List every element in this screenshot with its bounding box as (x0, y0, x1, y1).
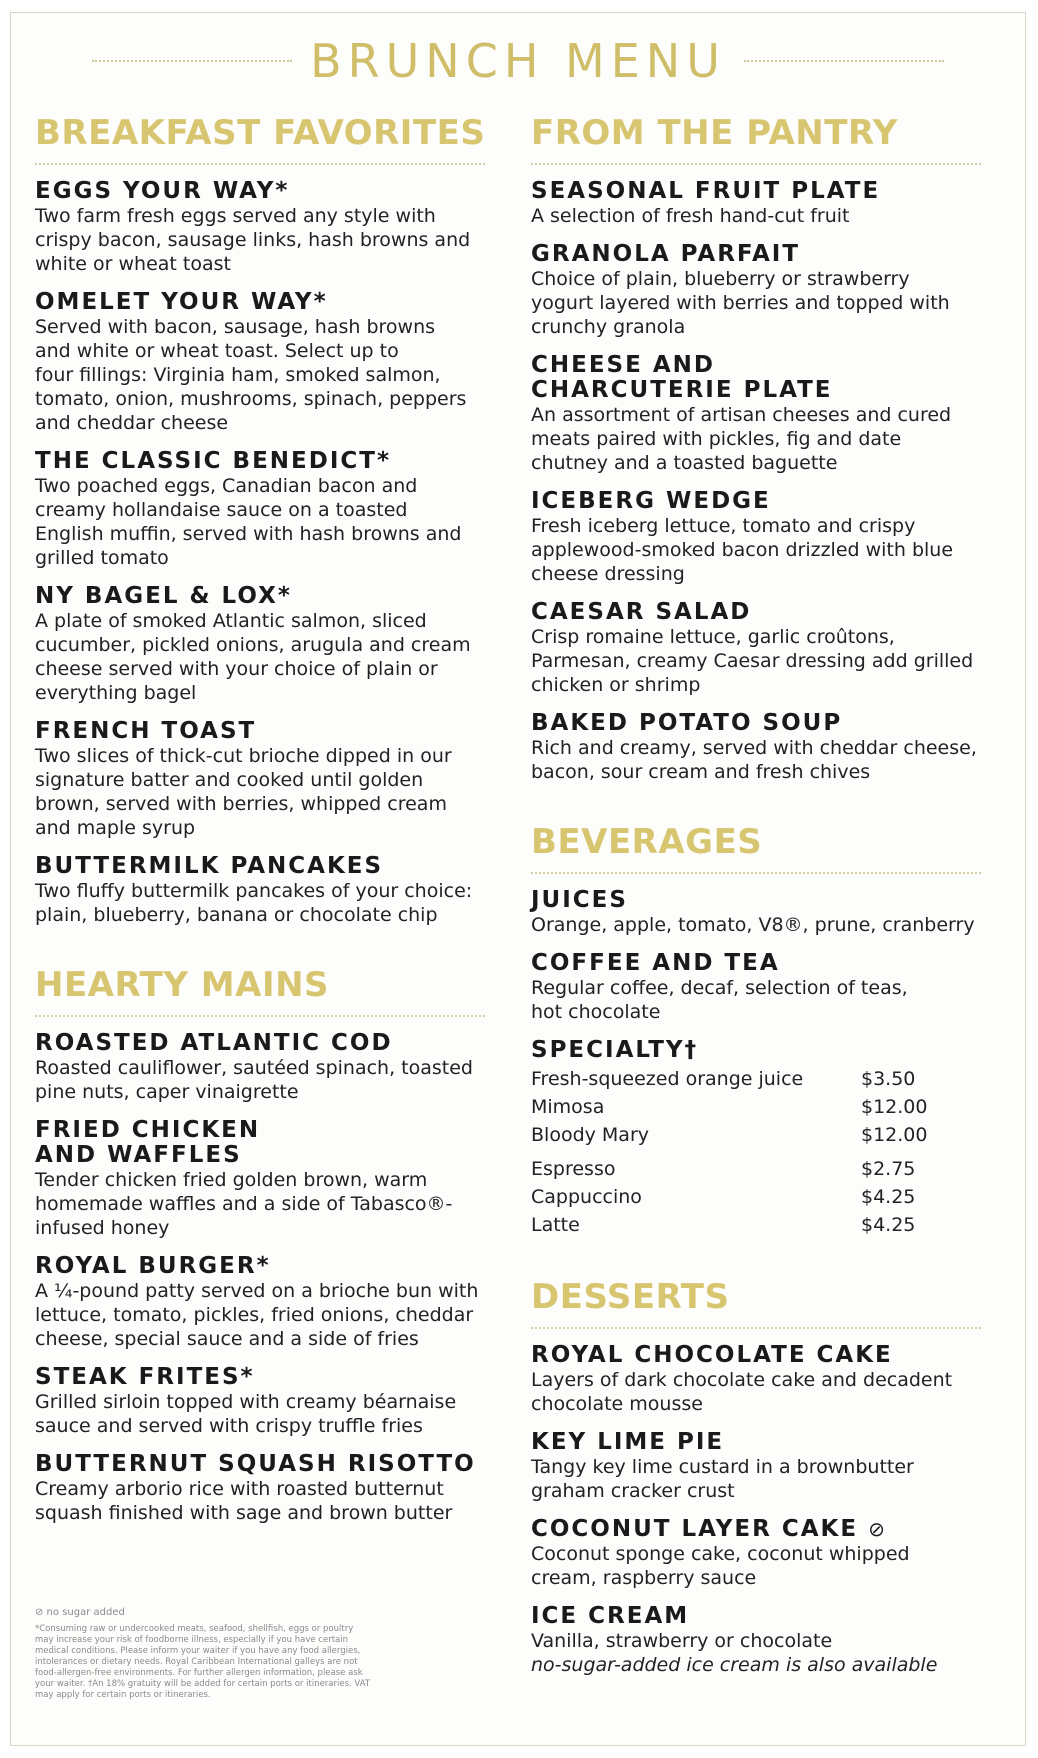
item-description: lettuce, tomato, pickles, fried onions, cheddar (35, 1304, 474, 1326)
item-name: BUTTERNUT SQUASH RISOTTO (35, 1451, 476, 1477)
menu-item (531, 600, 981, 697)
menu-item (35, 1452, 485, 1525)
item-description: Two poached eggs, Canadian bacon and (35, 475, 418, 497)
item-description: Two farm fresh eggs served any style with (35, 205, 436, 227)
disclaimer-line: may increase your risk of foodborne illness, especially if you have certain (35, 1635, 348, 1645)
item-description: Choice of plain, blueberry or strawberry (531, 268, 910, 290)
item-description: signature batter and cooked until golden (35, 769, 424, 791)
item-name: CAESAR SALAD (531, 599, 752, 625)
item-description: Roasted cauliflower, sautéed spinach, toasted (35, 1057, 473, 1079)
menu-title-row (11, 31, 1025, 91)
item-description: Two fluffy buttermilk pancakes of your choice: (35, 880, 473, 902)
menu-item (531, 489, 981, 586)
menu-item (35, 719, 485, 840)
drink-label: Fresh-squeezed orange juice (531, 1068, 804, 1090)
item-name: THE CLASSIC BENEDICT* (35, 448, 391, 474)
item-description: white or wheat toast (35, 253, 231, 275)
item-name: CHEESE AND CHARCUTERIE PLATE (531, 352, 833, 403)
item-name: BAKED POTATO SOUP (531, 710, 843, 736)
drink-label: Mimosa (531, 1096, 605, 1118)
menu-item (35, 1254, 485, 1351)
disclaimer-text (35, 1624, 475, 1701)
item-description: crunchy granola (531, 316, 686, 338)
drink-label: Cappuccino (531, 1186, 642, 1208)
section-divider (531, 872, 981, 874)
item-description: Two slices of thick-cut brioche dipped in our (35, 745, 452, 767)
section-divider (531, 163, 981, 165)
item-name: ROYAL BURGER* (35, 1253, 271, 1279)
menu-item (35, 584, 485, 705)
item-description: brown, served with berries, whipped cream (35, 793, 447, 815)
price-row (531, 1065, 981, 1093)
price-row (531, 1183, 981, 1211)
item-description: English muffin, served with hash browns and (35, 523, 462, 545)
item-name: BUTTERMILK PANCAKES (35, 853, 384, 879)
item-name: NY BAGEL & LOX* (35, 583, 292, 609)
menu-title: BRUNCH MENU (310, 34, 726, 88)
item-name: FRIED CHICKEN AND WAFFLES (35, 1117, 261, 1168)
item-description: Tender chicken fried golden brown, warm (35, 1169, 428, 1191)
item-name-text: COCONUT LAYER CAKE (531, 1516, 859, 1542)
item-name: JUICES (531, 887, 628, 913)
section-heading-breakfast: BREAKFAST FAVORITES (35, 113, 486, 153)
item-name: GRANOLA PARFAIT (531, 241, 801, 267)
item-name: ROASTED ATLANTIC COD (35, 1030, 393, 1056)
drink-price: $12.00 (861, 1096, 928, 1118)
menu-item (531, 1517, 981, 1590)
item-description: chicken or shrimp (531, 674, 701, 696)
item-description: cucumber, pickled onions, arugula and cream (35, 634, 471, 656)
item-description: infused honey (35, 1217, 170, 1239)
section-heading-beverages: BEVERAGES (531, 822, 763, 862)
section-divider (35, 163, 485, 165)
breakfast-items (35, 179, 485, 927)
drink-price: $4.25 (861, 1186, 916, 1208)
right-column (531, 113, 981, 1691)
specialty-price-list (531, 1065, 981, 1239)
menu-page (10, 12, 1026, 1746)
item-description: tomato, onion, mushrooms, spinach, peppers (35, 388, 467, 410)
title-divider-left (92, 60, 292, 62)
item-name: SEASONAL FRUIT PLATE (531, 178, 881, 204)
item-description: Vanilla, strawberry or chocolate (531, 1630, 833, 1652)
item-description: grilled tomato (35, 547, 169, 569)
no-sugar-added-legend: ⊘ no sugar added (35, 1607, 125, 1618)
drink-price: $2.75 (861, 1158, 916, 1180)
item-description: cream, raspberry sauce (531, 1567, 757, 1589)
drink-label: Espresso (531, 1158, 616, 1180)
item-description: graham cracker crust (531, 1480, 735, 1502)
section-heading-pantry: FROM THE PANTRY (531, 113, 898, 153)
no-sugar-added-icon: ⊘ (868, 1517, 885, 1541)
item-description: homemade waffles and a side of Tabasco®- (35, 1193, 453, 1215)
item-description: Regular coffee, decaf, selection of teas, (531, 977, 908, 999)
item-description: and maple syrup (35, 817, 196, 839)
item-description: yogurt layered with berries and topped with (531, 292, 950, 314)
section-divider (35, 1015, 485, 1017)
item-description: Rich and creamy, served with cheddar cheese, (531, 737, 977, 759)
item-description: An assortment of artisan cheeses and cured (531, 404, 952, 426)
pantry-items (531, 179, 981, 784)
item-description: and cheddar cheese (35, 412, 229, 434)
drink-price: $12.00 (861, 1124, 928, 1146)
item-description: hot chocolate (531, 1001, 661, 1023)
item-description: Crisp romaine lettuce, garlic croûtons, (531, 626, 895, 648)
item-description: creamy hollandaise sauce on a toasted (35, 499, 408, 521)
item-description: chocolate mousse (531, 1393, 703, 1415)
section-heading-desserts: DESSERTS (531, 1277, 730, 1317)
item-description: and white or wheat toast. Select up to (35, 340, 399, 362)
item-name: ICEBERG WEDGE (531, 488, 771, 514)
item-description: pine nuts, caper vinaigrette (35, 1081, 299, 1103)
menu-item (531, 179, 981, 228)
item-description: cheese, special sauce and a side of fries (35, 1328, 419, 1350)
menu-item-specialty (531, 1038, 981, 1239)
drink-label: Latte (531, 1214, 580, 1236)
item-description: four fillings: Virginia ham, smoked salmon, (35, 364, 441, 386)
item-name: KEY LIME PIE (531, 1429, 725, 1455)
disclaimer-line: food-allergen-free environments. For further allergen information, please ask (35, 1668, 363, 1678)
menu-item (531, 353, 981, 475)
item-name: OMELET YOUR WAY* (35, 289, 328, 315)
menu-item (35, 1365, 485, 1438)
menu-item (531, 1604, 981, 1677)
item-note: no-sugar-added ice cream is also available (531, 1654, 938, 1676)
item-description: A plate of smoked Atlantic salmon, sliced (35, 610, 427, 632)
item-name (531, 1517, 981, 1542)
disclaimer-line: may apply for certain ports or itineraries. (35, 1690, 211, 1700)
menu-item (35, 179, 485, 276)
item-name: COFFEE AND TEA (531, 950, 780, 976)
menu-item (35, 449, 485, 570)
item-description: Orange, apple, tomato, V8®, prune, cranberry (531, 914, 975, 936)
item-description: Creamy arborio rice with roasted butternut (35, 1478, 444, 1500)
item-name: FRENCH TOAST (35, 718, 257, 744)
item-name: STEAK FRITES* (35, 1364, 255, 1390)
footnotes (35, 1607, 475, 1701)
disclaimer-line: your waiter. †An 18% gratuity will be added for certain ports or itineraries. VAT (35, 1679, 371, 1689)
item-description: crispy bacon, sausage links, hash browns and (35, 229, 471, 251)
title-divider-right (744, 60, 944, 62)
menu-item (35, 1031, 485, 1104)
menu-item (35, 854, 485, 927)
dessert-items (531, 1343, 981, 1677)
disclaimer-line: medical conditions. Please inform your waiter if you have any food allergies, (35, 1646, 361, 1656)
menu-item (531, 711, 981, 784)
item-description: Served with bacon, sausage, hash browns (35, 316, 436, 338)
item-description: A selection of fresh hand-cut fruit (531, 205, 850, 227)
disclaimer-line: *Consuming raw or undercooked meats, seafood, shellfish, eggs or poultry (35, 1624, 354, 1634)
hearty-mains-items (35, 1031, 485, 1525)
item-description: Fresh iceberg lettuce, tomato and crispy (531, 515, 916, 537)
disclaimer-line: intolerances or dietary needs. Royal Caribbean International galleys are not (35, 1657, 358, 1667)
menu-item (531, 888, 981, 937)
drink-price: $4.25 (861, 1214, 916, 1236)
item-description: sauce and served with crispy truffle fries (35, 1415, 423, 1437)
drink-label: Bloody Mary (531, 1124, 649, 1146)
section-divider (531, 1327, 981, 1329)
item-description: everything bagel (35, 682, 197, 704)
drink-price: $3.50 (861, 1068, 916, 1090)
item-description: squash finished with sage and brown butter (35, 1502, 453, 1524)
item-name: ROYAL CHOCOLATE CAKE (531, 1342, 893, 1368)
menu-item (35, 1118, 485, 1240)
item-description: bacon, sour cream and fresh chives (531, 761, 871, 783)
price-row (531, 1155, 981, 1183)
menu-item (531, 951, 981, 1024)
item-description: plain, blueberry, banana or chocolate chip (35, 904, 438, 926)
item-description: Coconut sponge cake, coconut whipped (531, 1543, 910, 1565)
price-row (531, 1211, 981, 1239)
item-description: chutney and a toasted baguette (531, 452, 838, 474)
item-description: A ¼-pound patty served on a brioche bun with (35, 1280, 479, 1302)
menu-item (531, 242, 981, 339)
item-name: ICE CREAM (531, 1603, 690, 1629)
menu-item (35, 290, 485, 435)
item-description: Tangy key lime custard in a brownbutter (531, 1456, 914, 1478)
item-description: Grilled sirloin topped with creamy béarnaise (35, 1391, 457, 1413)
item-name: EGGS YOUR WAY* (35, 178, 290, 204)
item-description: meats paired with pickles, fig and date (531, 428, 902, 450)
item-description: Parmesan, creamy Caesar dressing add grilled (531, 650, 974, 672)
item-name: SPECIALTY† (531, 1037, 699, 1063)
price-row (531, 1093, 981, 1121)
price-row (531, 1121, 981, 1149)
item-description: cheese dressing (531, 563, 685, 585)
menu-item (531, 1343, 981, 1416)
section-heading-hearty-mains: HEARTY MAINS (35, 965, 330, 1005)
item-description: cheese served with your choice of plain or (35, 658, 438, 680)
item-description: Layers of dark chocolate cake and decadent (531, 1369, 953, 1391)
left-column (35, 113, 485, 1539)
item-description: applewood-smoked bacon drizzled with blue (531, 539, 954, 561)
menu-item (531, 1430, 981, 1503)
